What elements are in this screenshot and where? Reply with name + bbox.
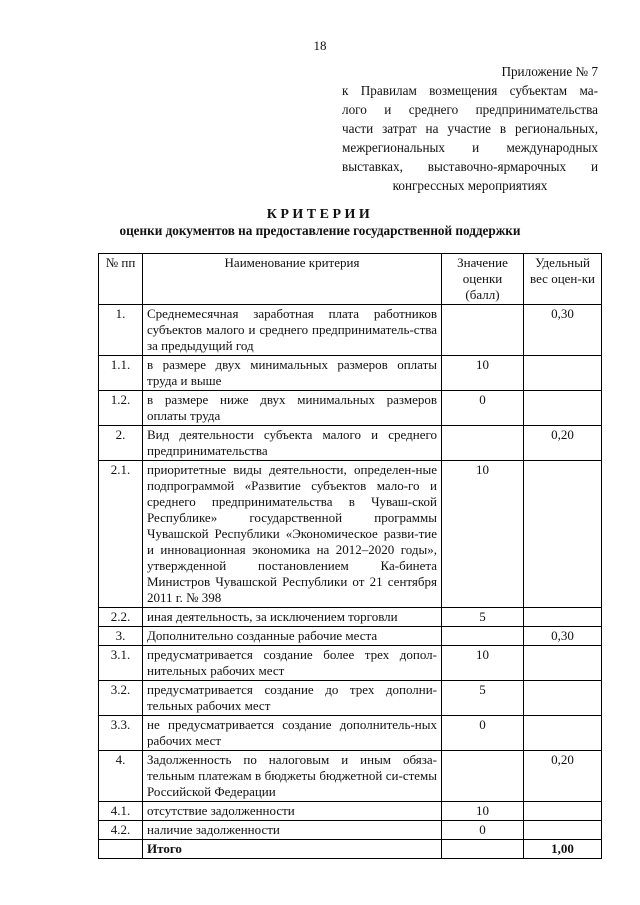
row-weight xyxy=(524,356,602,391)
row-weight xyxy=(524,821,602,840)
row-weight: 0,20 xyxy=(524,751,602,802)
row-num: 3.3. xyxy=(99,716,143,751)
row-score: 10 xyxy=(442,802,524,821)
page-number: 18 xyxy=(313,38,327,53)
row-name: Дополнительно созданные рабочие места xyxy=(143,627,442,646)
table-row xyxy=(99,646,602,681)
annex-line: межрегиональных и международных xyxy=(342,140,598,155)
row-weight xyxy=(524,646,602,681)
table-row xyxy=(99,426,602,461)
row-score: 5 xyxy=(442,681,524,716)
table-row xyxy=(99,681,602,716)
header-score: Значение оценки (балл) xyxy=(442,254,524,305)
table-row xyxy=(99,356,602,391)
row-score xyxy=(442,305,524,356)
row-score: 10 xyxy=(442,646,524,681)
row-num: 2.1. xyxy=(99,461,143,608)
annex-title: Приложение № 7 xyxy=(501,64,598,79)
total-label: Итого xyxy=(143,840,442,859)
row-num: 2.2. xyxy=(99,608,143,627)
row-weight: 0,30 xyxy=(524,305,602,356)
annex-line: к Правилам возмещения субъектам ма- xyxy=(342,83,598,98)
row-score: 0 xyxy=(442,391,524,426)
row-score: 10 xyxy=(442,461,524,608)
row-name: наличие задолженности xyxy=(143,821,442,840)
row-name: Задолженность по налоговым и иным обяза-тельным платежам в бюджеты бюджетной си-стемы Российской Федерации xyxy=(143,751,442,802)
row-num: 2. xyxy=(99,426,143,461)
header-num: № пп xyxy=(99,254,143,305)
row-num: 1.2. xyxy=(99,391,143,426)
row-weight xyxy=(524,716,602,751)
annex-line: конгрессных мероприятиях xyxy=(392,178,548,193)
row-name: Вид деятельности субъекта малого и среднего предпринимательства xyxy=(143,426,442,461)
row-name: иная деятельность, за исключением торговли xyxy=(143,608,442,627)
table-header-row xyxy=(99,254,602,305)
row-weight xyxy=(524,802,602,821)
table-row xyxy=(99,391,602,426)
row-num: 1.1. xyxy=(99,356,143,391)
row-weight: 0,20 xyxy=(524,426,602,461)
row-num: 4.1. xyxy=(99,802,143,821)
table-row xyxy=(99,751,602,802)
row-name: в размере ниже двух минимальных размеров оплаты труда xyxy=(143,391,442,426)
total-weight: 1,00 xyxy=(524,840,602,859)
annex-line: лого и среднего предпринимательства xyxy=(342,102,598,117)
row-weight xyxy=(524,681,602,716)
annex-line: выставках, выставочно-ярмарочных и xyxy=(342,159,598,174)
row-weight xyxy=(524,608,602,627)
table-row xyxy=(99,461,602,608)
row-score xyxy=(442,426,524,461)
annex-line: части затрат на участие в региональных, xyxy=(342,121,598,136)
table-row xyxy=(99,305,602,356)
row-score xyxy=(442,751,524,802)
header-weight: Удельный вес оцен-ки xyxy=(524,254,602,305)
row-num: 3.1. xyxy=(99,646,143,681)
row-score: 0 xyxy=(442,716,524,751)
table-row xyxy=(99,716,602,751)
row-score: 10 xyxy=(442,356,524,391)
row-score: 0 xyxy=(442,821,524,840)
criteria-table xyxy=(98,253,602,859)
row-name: Среднемесячная заработная плата работников субъектов малого и среднего предприниматель-ства за предыдущий год xyxy=(143,305,442,356)
table-row xyxy=(99,802,602,821)
row-name: не предусматривается создание дополнитель-ных рабочих мест xyxy=(143,716,442,751)
table-row xyxy=(99,627,602,646)
row-num: 3. xyxy=(99,627,143,646)
document-subtitle: оценки документов на предоставление государственной поддержки xyxy=(119,223,521,238)
row-num: 4. xyxy=(99,751,143,802)
table-row xyxy=(99,821,602,840)
row-score xyxy=(442,627,524,646)
row-num: 3.2. xyxy=(99,681,143,716)
document-title: КРИТЕРИИ xyxy=(266,207,374,222)
annex-block xyxy=(342,62,598,195)
table-row xyxy=(99,608,602,627)
header-name: Наименование критерия xyxy=(143,254,442,305)
total-row xyxy=(99,840,602,859)
row-name: в размере двух минимальных размеров оплаты труда и выше xyxy=(143,356,442,391)
table-body xyxy=(99,305,602,840)
row-name: предусматривается создание до трех дополни-тельных рабочих мест xyxy=(143,681,442,716)
row-weight: 0,30 xyxy=(524,627,602,646)
total-score-cell xyxy=(442,840,524,859)
row-name: предусматривается создание более трех допол-нительных рабочих мест xyxy=(143,646,442,681)
row-name: отсутствие задолженности xyxy=(143,802,442,821)
row-num: 4.2. xyxy=(99,821,143,840)
total-num-cell xyxy=(99,840,143,859)
row-weight xyxy=(524,461,602,608)
row-num: 1. xyxy=(99,305,143,356)
row-score: 5 xyxy=(442,608,524,627)
row-name: приоритетные виды деятельности, определен-ные подпрограммой «Развитие субъектов мало-го и среднего предпринимательства в Чуваш-ской Республике» государственной программы Чувашской Республики «Экономическое разви-тие и инновационная экономика на 2012–2020 годы», утвержденной постановлением Ка-бинета Министров Чувашской Республики от 21 сентября 2011 г. № 398 xyxy=(143,461,442,608)
row-weight xyxy=(524,391,602,426)
